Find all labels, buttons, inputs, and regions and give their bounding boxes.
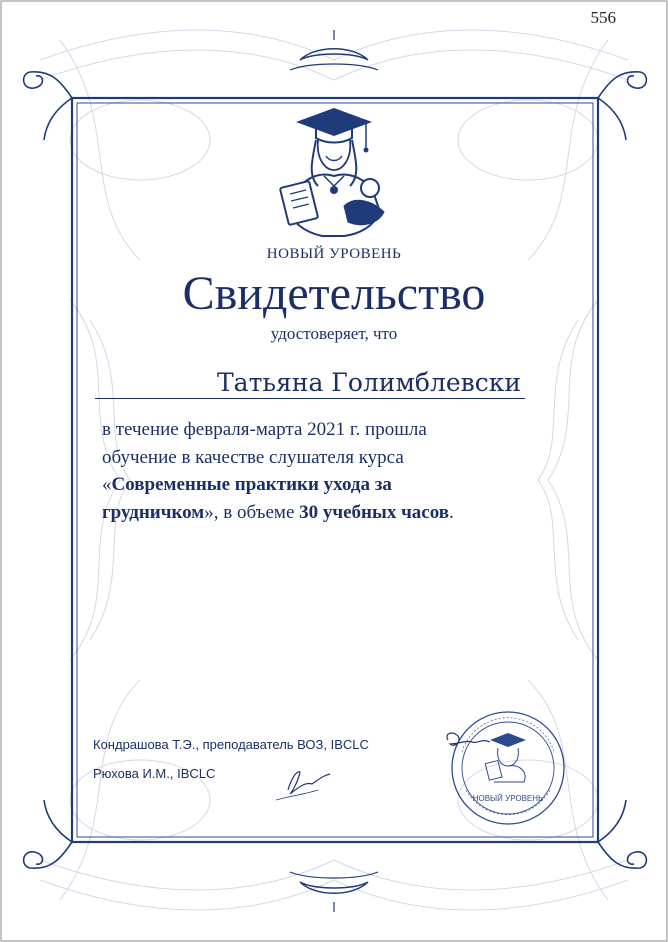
signatory-2: Рюхова И.М., IBCLC: [93, 766, 216, 781]
course-name-part2: грудничком: [102, 501, 205, 523]
body-line-1: в течение февраля-марта 2021 г. прошла: [102, 419, 427, 440]
quote-close: »: [204, 501, 214, 523]
certificate-subtitle: удостоверяет, что: [270, 324, 398, 343]
certificate-title: Свидетельство: [182, 267, 486, 320]
page-number: 556: [590, 8, 616, 27]
organization-name: НОВЫЙ УРОВЕНЬ: [266, 246, 402, 262]
graduate-logo-icon: [280, 108, 384, 236]
body-line-2: обучение в качестве слушателя курса: [102, 446, 404, 468]
certificate-body: [102, 416, 542, 526]
course-hours: 30 учебных часов: [299, 501, 450, 523]
quote-open: «: [102, 474, 112, 495]
body-end: .: [449, 501, 454, 523]
recipient-name: Татьяна Голимблевски: [217, 368, 521, 397]
signatory-1: Кондрашова Т.Э., преподаватель ВОЗ, IBCLC: [93, 737, 369, 752]
course-name-part1: Современные практики ухода за: [111, 474, 392, 495]
recipient-underline: [95, 398, 525, 399]
volume-prefix: , в объеме: [213, 501, 300, 523]
organization-stamp-icon: [452, 712, 564, 824]
stamp-text: НОВЫЙ УРОВЕНЬ: [472, 794, 544, 803]
